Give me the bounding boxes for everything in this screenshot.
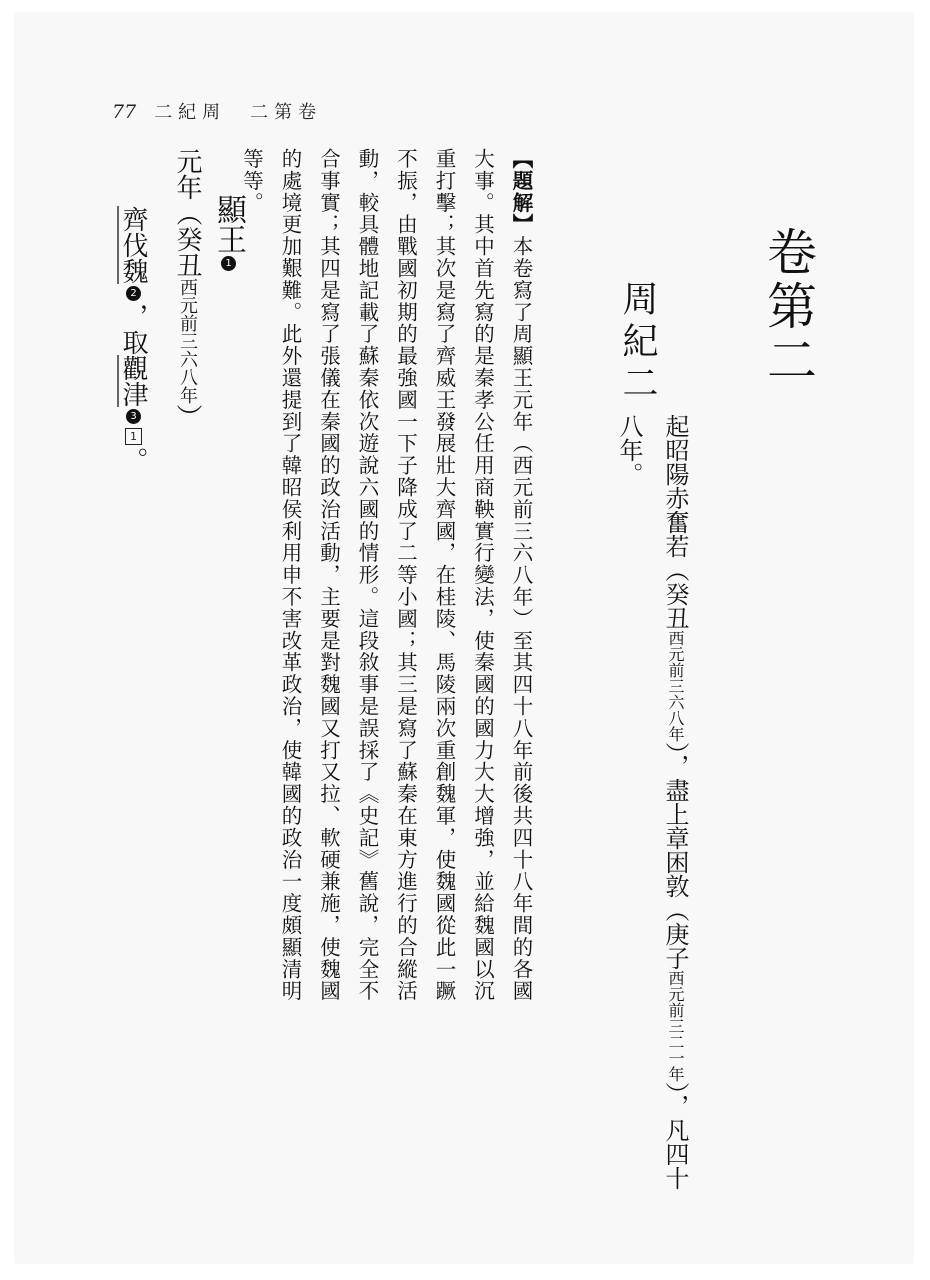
range-text-2: ），盡上章困敦（庚子: [661, 742, 689, 970]
summary-tag: 【題解】: [509, 148, 533, 236]
year-paren-close: ）: [172, 404, 202, 430]
event-entry: [116, 206, 150, 473]
event-text-2: 取: [118, 329, 148, 355]
reign-heading: [206, 194, 250, 273]
event-comma: ，: [118, 303, 148, 329]
volume-title: 卷第二: [759, 226, 817, 388]
note-marker: 1: [127, 430, 140, 443]
year-heading: [170, 148, 204, 430]
running-header: [112, 98, 322, 124]
chapter-range: [606, 414, 698, 1204]
summary-paragraph: [239, 148, 540, 1008]
footnote-marker: 3: [128, 411, 139, 422]
year-western-date: 西元前三六八年: [177, 278, 198, 404]
running-title: 二紀周 二第卷: [154, 102, 323, 123]
chapter-title: 周紀二: [617, 280, 658, 406]
range-small-1: 西元前三六八年: [666, 630, 685, 742]
event-place: 觀津: [118, 355, 148, 407]
event-text-1: 齊伐魏: [118, 206, 148, 284]
page-number: 77: [112, 101, 137, 123]
event-end: 。: [118, 447, 148, 473]
book-page: [14, 12, 914, 1264]
reign-name: 顯王: [211, 194, 246, 254]
range-small-2: 西元前三二一年: [666, 970, 685, 1082]
year-text: 元年: [172, 148, 202, 200]
footnote-marker: 1: [223, 258, 234, 269]
range-text-1: 起昭陽赤奮若（癸丑: [661, 414, 689, 630]
footnote-marker: 2: [128, 288, 139, 299]
year-paren-open: （癸丑: [172, 200, 202, 278]
summary-text: 本卷寫了周顯王元年（西元前三六八年）至其四十八年前後共四十八年間的各國大事。其中首先寫的是秦孝公任用商鞅實行變法，使秦國的國力大大增強，並給魏國以沉重打擊；其次是寫了齊威王發展壯大齊國，在桂陵、馬陵兩次重創魏軍，使魏國從此一蹶不振，由戰國初期的最強國一下子降成了二等小國；其三是寫了蘇秦在東方進行的合縱活動，較具體地記載了蘇秦依次遊說六國的情形。這段敘事是誤採了《史記》舊說，完全不合事實；其四是寫了張儀在秦國的政治活動，主要是對魏國又打又拉、軟硬兼施，使魏國的處境更加艱難。此外還提到了韓昭侯利用申不害改革政治，使韓國的政治一度頗顯清明等等。: [239, 148, 533, 1003]
range-text-3: ），凡四十八年。: [615, 414, 689, 1190]
